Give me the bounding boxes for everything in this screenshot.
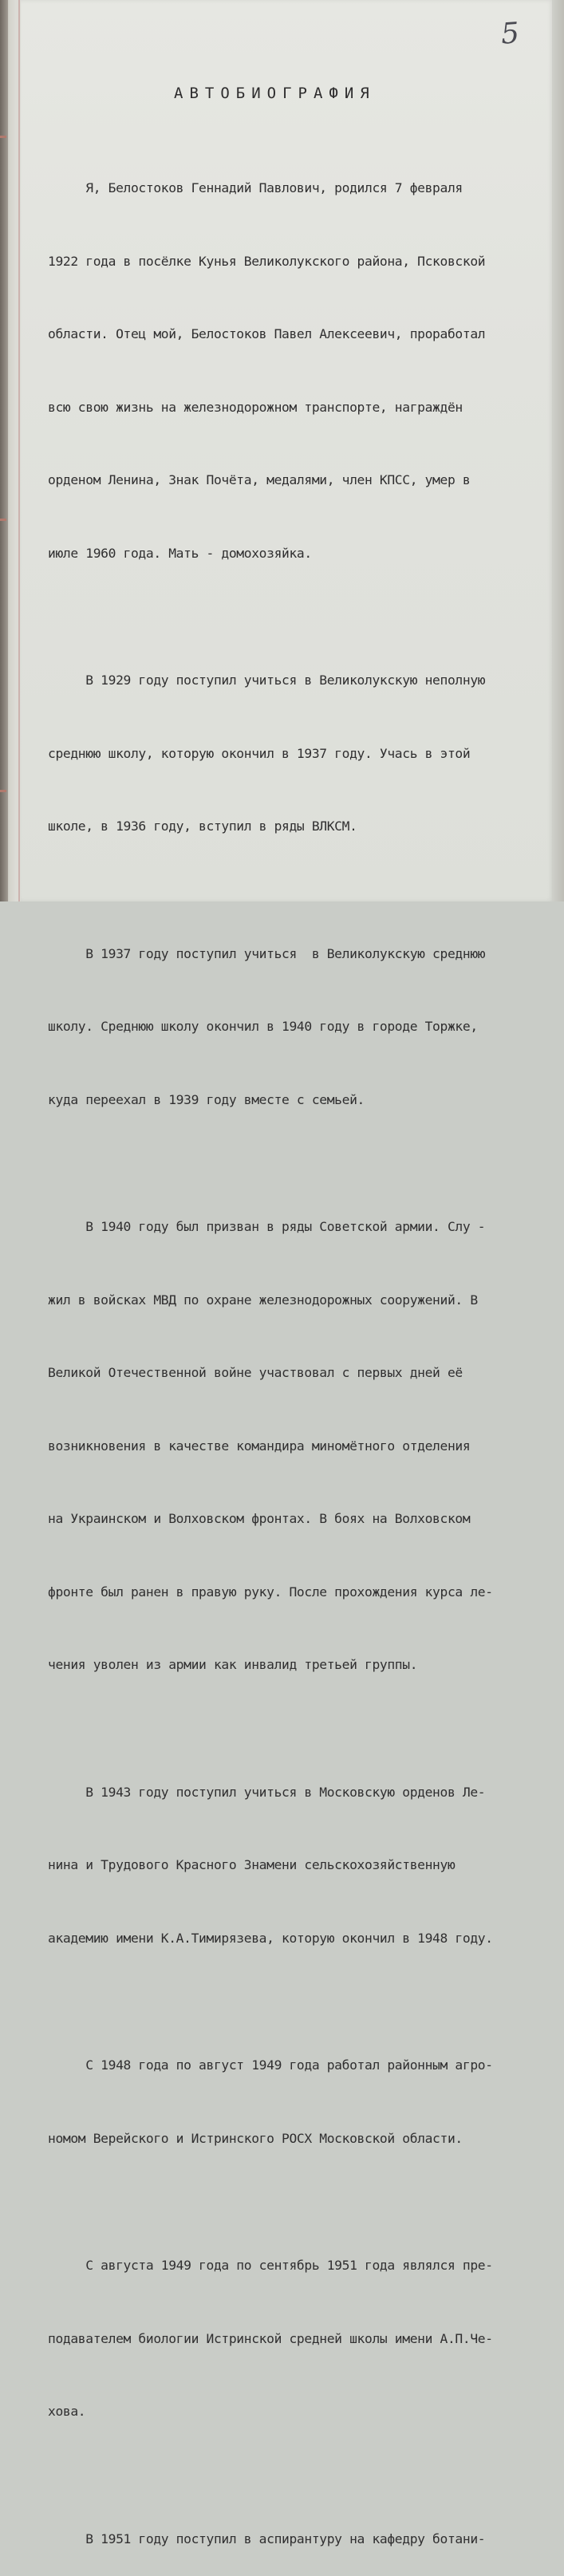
text-line: июле 1960 года. Мать - домохозяйка.	[48, 545, 312, 561]
text-line: В 1929 году поступил учиться в Великолукскую неполную	[48, 673, 486, 688]
text-line: номом Верейского и Истринского РОСХ Московской области.	[48, 2130, 463, 2146]
text-line: хова.	[48, 2404, 86, 2419]
text-line: всю свою жизнь на железнодорожном транспорте, награждён	[48, 399, 463, 415]
text-line: подавателем биологии Истринской средней школы имени А.П.Че-	[48, 2330, 493, 2346]
text-line: на Украинском и Волховском фронтах. В боях на Волховском	[48, 1511, 471, 1526]
page-number: 5	[499, 17, 521, 51]
margin-line	[18, 0, 20, 901]
text-line: В 1943 году поступил учиться в Московскую орденов Ле-	[48, 1784, 486, 1800]
text-line: нина и Трудового Красного Знамени сельскохозяйственную	[48, 1857, 456, 1872]
text-line: В 1937 году поступил учиться в Великолукскую среднюю	[48, 945, 486, 961]
text-line: С августа 1949 года по сентябрь 1951 года являлся пре-	[48, 2258, 493, 2273]
text-line: куда переехал в 1939 году вместе с семьей.	[48, 1091, 365, 1107]
edge-mark	[0, 790, 6, 792]
text-line: Великой Отечественной войне участвовал с первых дней её	[48, 1365, 463, 1380]
text-line: чения уволен из армии как инвалид третьей группы.	[48, 1657, 418, 1672]
text-line: области. Отец мой, Белостоков Павел Алексеевич, проработал	[48, 326, 486, 341]
text-line: фронте был ранен в правую руку. После прохождения курса ле-	[48, 1584, 493, 1600]
text-line: С 1948 года по август 1949 года работал районным агро-	[48, 2057, 493, 2073]
edge-mark	[0, 136, 6, 138]
document-title: АВТОБИОГРАФИЯ	[174, 85, 376, 102]
text-line: 1922 года в посёлке Кунья Великолукского района, Псковской	[48, 253, 486, 269]
text-line: жил в войсках МВД по охране железнодорожных сооружений. В	[48, 1292, 478, 1308]
text-line: среднюю школу, которую окончил в 1937 году. Учась в этой	[48, 745, 471, 761]
document-body	[48, 128, 550, 2576]
page-edge	[552, 0, 564, 901]
text-line: Я, Белостоков Геннадий Павлович, родился 7 февраля	[48, 180, 463, 195]
text-line: В 1940 году был призван в ряды Советской армии. Слу -	[48, 1219, 486, 1234]
text-line: школу. Среднюю школу окончил в 1940 году в городе Торжке,	[48, 1019, 478, 1034]
text-line: школе, в 1936 году, вступил в ряды ВЛКСМ.	[48, 819, 357, 834]
text-line: возникновения в качестве командира миномётного отделения	[48, 1438, 471, 1454]
text-line: академию имени К.А.Тимирязева, которую окончил в 1948 году.	[48, 1930, 493, 1946]
text-line: орденом Ленина, Знак Почёта, медалями, член КПСС, умер в	[48, 472, 471, 487]
text-line: В 1951 году поступил в аспирантуру на кафедру ботани-	[48, 2531, 486, 2546]
edge-mark	[0, 519, 6, 521]
